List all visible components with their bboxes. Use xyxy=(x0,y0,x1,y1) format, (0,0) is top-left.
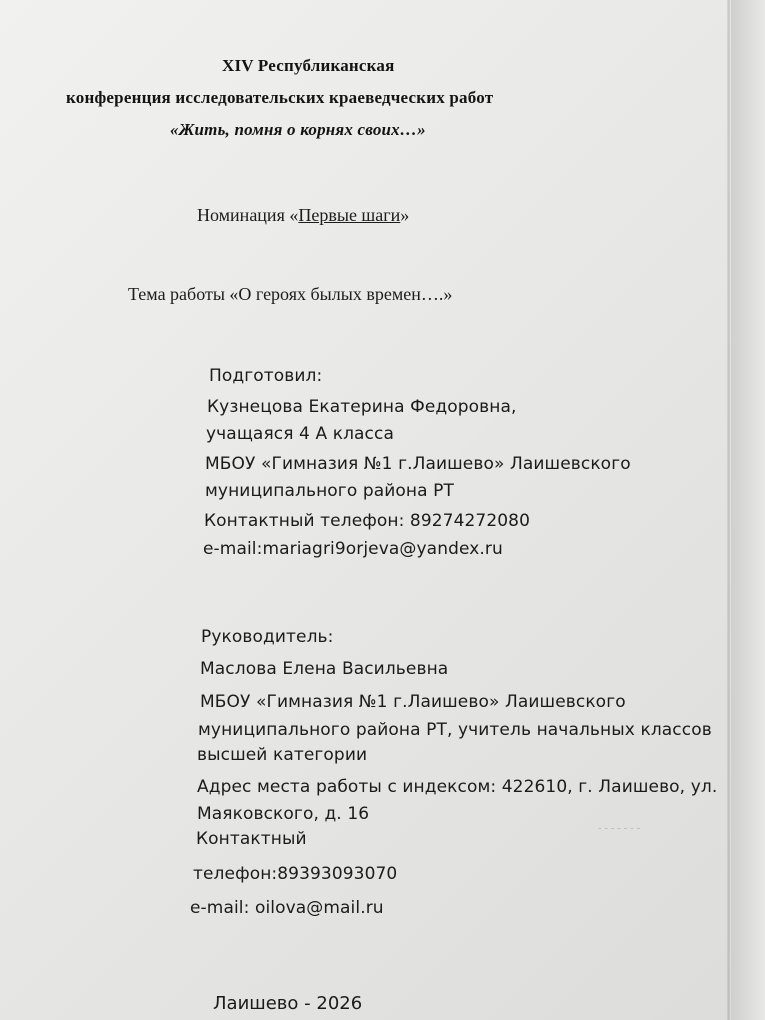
work-topic: Тема работы «О героях былых времен….» xyxy=(128,284,453,304)
conference-title-line2: конференция исследовательских краеведческих работ xyxy=(66,88,494,107)
nomination-suffix: » xyxy=(400,205,410,225)
conference-title-line1: XIV Республиканская xyxy=(222,56,395,75)
leader-school-line1: МБОУ «Гимназия №1 г.Лаишево» Лаишевского xyxy=(200,692,626,712)
leader-name: Маслова Елена Васильевна xyxy=(200,659,449,679)
faint-print-smudge: - - - - - - - xyxy=(598,822,641,834)
author-school-line1: МБОУ «Гимназия №1 г.Лаишево» Лаишевского xyxy=(205,454,631,474)
author-grade: учащаяся 4 А класса xyxy=(206,424,394,444)
leader-email: e-mail: oilova@mail.ru xyxy=(190,898,384,918)
city-year: Лаишево - 2026 xyxy=(213,993,363,1014)
author-heading: Подготовил: xyxy=(209,366,323,386)
leader-phone-label: Контактный xyxy=(196,829,307,849)
nomination-prefix: Номинация « xyxy=(197,205,299,225)
conference-motto: «Жить, помня о корнях своих…» xyxy=(170,120,426,139)
author-phone: Контактный телефон: 89274272080 xyxy=(204,511,531,531)
author-school-line2: муниципального района РТ xyxy=(205,481,454,501)
leader-address-line2: Маяковского, д. 16 xyxy=(197,804,370,824)
leader-heading: Руководитель: xyxy=(201,627,334,647)
page-edge-shadow xyxy=(731,0,765,1020)
nomination-value: Первые шаги xyxy=(298,205,401,225)
author-name: Кузнецова Екатерина Федоровна, xyxy=(207,397,517,417)
leader-phone: телефон:89393093070 xyxy=(193,864,398,884)
leader-school-line2: муниципального района РТ, учитель начальных классов xyxy=(198,720,712,740)
author-email: e-mail:mariagri9orjeva@yandex.ru xyxy=(203,539,503,559)
nomination-line xyxy=(197,205,409,226)
leader-school-line3: высшей категории xyxy=(197,745,368,765)
leader-address-line1: Адрес места работы с индексом: 422610, г. Лаишево, ул. xyxy=(197,777,718,797)
